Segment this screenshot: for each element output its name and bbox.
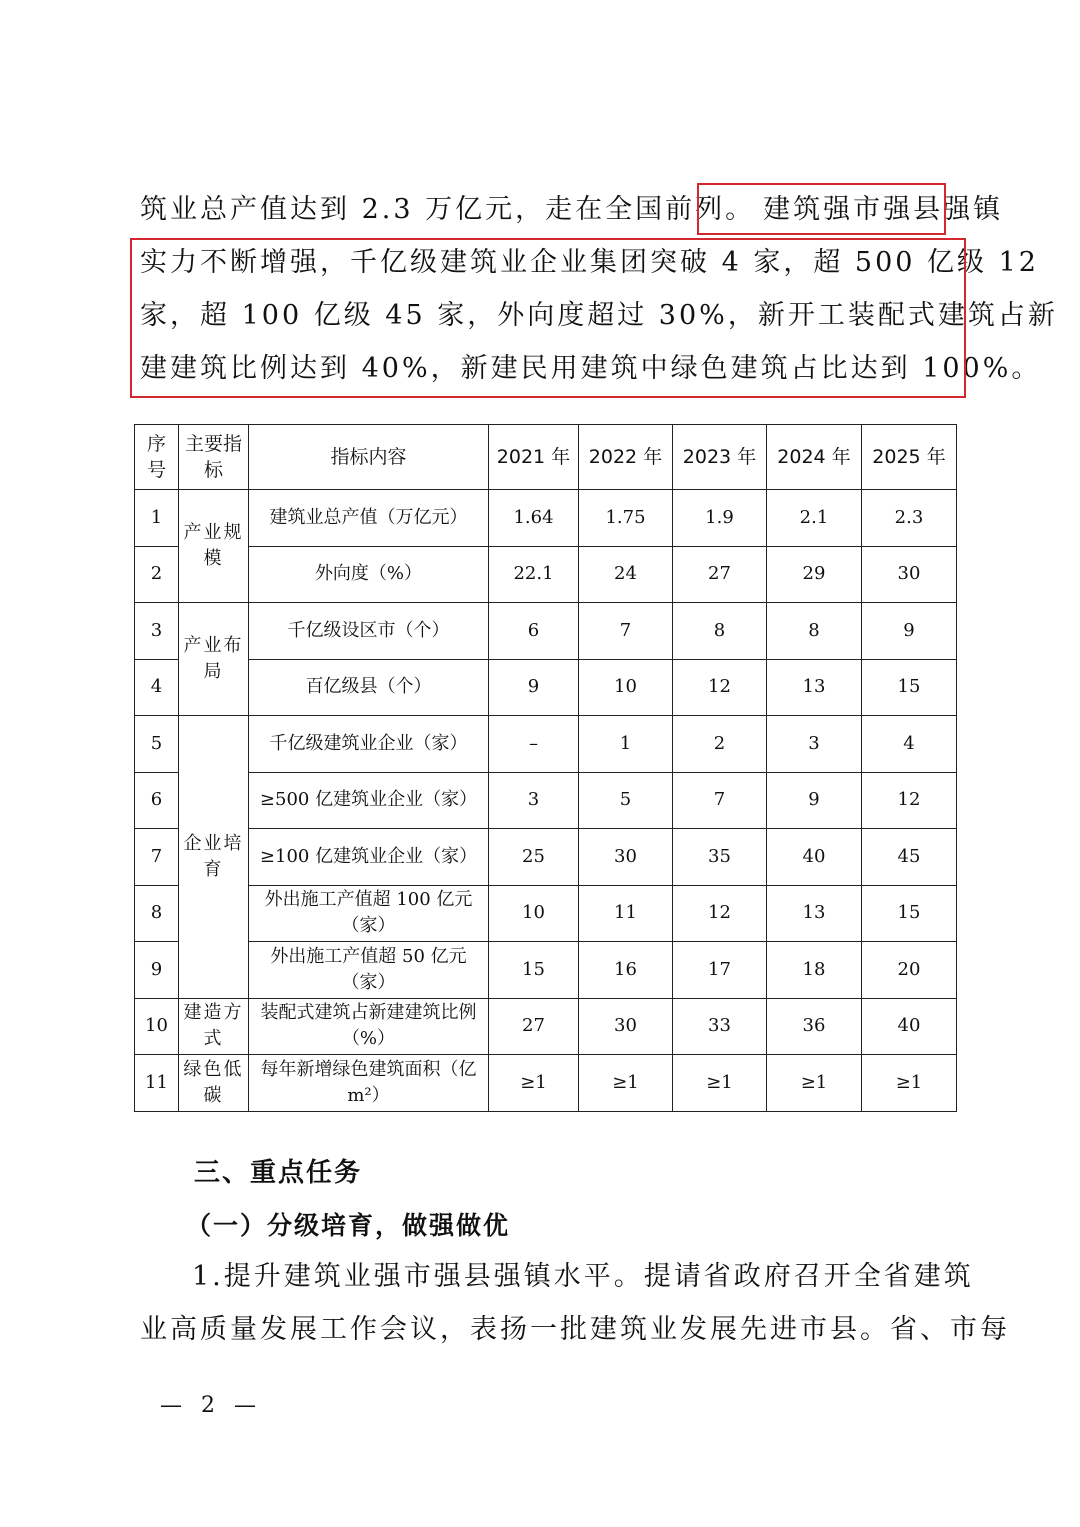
value-2022: 5 <box>579 772 673 829</box>
header-no: 序号 <box>135 425 179 490</box>
value-2023: 7 <box>673 772 767 829</box>
body-line-1: 1.提升建筑业强市强县强镇水平。提请省政府召开全省建筑 <box>192 1261 974 1292</box>
row-no: 5 <box>135 716 179 773</box>
row-no: 3 <box>135 603 179 660</box>
table-header-row <box>135 425 957 490</box>
value-2021: 22.1 <box>489 546 579 603</box>
value-2021: ≥1 <box>489 1055 579 1112</box>
value-2024: 9 <box>767 772 862 829</box>
value-2023: 17 <box>673 942 767 999</box>
value-2025: 15 <box>862 659 957 716</box>
value-2021: 27 <box>489 998 579 1055</box>
value-2022: 10 <box>579 659 673 716</box>
table-row <box>135 772 957 829</box>
body-line-2: 业高质量发展工作会议，表扬一批建筑业发展先进市县。省、市每 <box>140 1314 1010 1345</box>
table-row <box>135 829 957 886</box>
value-2023: 35 <box>673 829 767 886</box>
value-2025: 40 <box>862 998 957 1055</box>
row-content: 外向度（%） <box>249 546 489 603</box>
header-2024: 2024 年 <box>767 425 862 490</box>
value-2021: 1.64 <box>489 490 579 547</box>
value-2023: 33 <box>673 998 767 1055</box>
value-2025: 2.3 <box>862 490 957 547</box>
table-row <box>135 603 957 660</box>
row-no: 6 <box>135 772 179 829</box>
table-row <box>135 885 957 942</box>
row-content: 千亿级设区市（个） <box>249 603 489 660</box>
category-cell: 产业规模 <box>179 490 249 603</box>
indicators-table <box>134 424 957 1112</box>
row-no: 9 <box>135 942 179 999</box>
row-content: 外出施工产值超 100 亿元（家） <box>249 885 489 942</box>
value-2022: 24 <box>579 546 673 603</box>
highlight-box-main <box>130 238 1058 398</box>
section-subheading: （一）分级培育，做强做优 <box>186 1211 511 1240</box>
value-2024: ≥1 <box>767 1055 862 1112</box>
value-2021: 10 <box>489 885 579 942</box>
row-no: 8 <box>135 885 179 942</box>
value-2021: 3 <box>489 772 579 829</box>
value-2023: ≥1 <box>673 1055 767 1112</box>
value-2025: 15 <box>862 885 957 942</box>
value-2023: 8 <box>673 603 767 660</box>
row-no: 4 <box>135 659 179 716</box>
category-cell: 产业布局 <box>179 603 249 716</box>
value-2021: 9 <box>489 659 579 716</box>
header-2021: 2021 年 <box>489 425 579 490</box>
row-no: 7 <box>135 829 179 886</box>
header-2022: 2022 年 <box>579 425 673 490</box>
highlight-box-top <box>697 183 946 235</box>
value-2022: 1.75 <box>579 490 673 547</box>
value-2023: 12 <box>673 885 767 942</box>
value-2025: 4 <box>862 716 957 773</box>
value-2021: 6 <box>489 603 579 660</box>
row-content: ≥500 亿建筑业企业（家） <box>249 772 489 829</box>
value-2021: – <box>489 716 579 773</box>
category-cell: 建造方式 <box>179 998 249 1055</box>
header-content: 指标内容 <box>249 425 489 490</box>
value-2023: 2 <box>673 716 767 773</box>
value-2025: 12 <box>862 772 957 829</box>
highlighted-phrase: 建筑强市强县强镇 <box>763 194 1004 225</box>
value-2024: 18 <box>767 942 862 999</box>
value-2024: 2.1 <box>767 490 862 547</box>
value-2024: 8 <box>767 603 862 660</box>
row-content: 千亿级建筑业企业（家） <box>249 716 489 773</box>
category-cell: 企业培育 <box>179 716 249 999</box>
value-2022: 16 <box>579 942 673 999</box>
page-number: — 2 — <box>160 1393 262 1418</box>
section-heading: 三、重点任务 <box>194 1158 363 1188</box>
row-content: ≥100 亿建筑业企业（家） <box>249 829 489 886</box>
value-2022: ≥1 <box>579 1055 673 1112</box>
value-2023: 1.9 <box>673 490 767 547</box>
paragraph-line-3: 家，超 100 亿级 45 家，外向度超过 30%，新开工装配式建筑占新 <box>140 300 1058 331</box>
row-content: 每年新增绿色建筑面积（亿m²） <box>249 1055 489 1112</box>
row-no: 11 <box>135 1055 179 1112</box>
value-2024: 13 <box>767 885 862 942</box>
row-content: 百亿级县（个） <box>249 659 489 716</box>
header-2023: 2023 年 <box>673 425 767 490</box>
row-content: 外出施工产值超 50 亿元（家） <box>249 942 489 999</box>
header-2025: 2025 年 <box>862 425 957 490</box>
table-row <box>135 546 957 603</box>
value-2024: 3 <box>767 716 862 773</box>
value-2025: 30 <box>862 546 957 603</box>
table-row <box>135 716 957 773</box>
value-2025: 20 <box>862 942 957 999</box>
row-content: 建筑业总产值（万亿元） <box>249 490 489 547</box>
value-2022: 7 <box>579 603 673 660</box>
row-no: 2 <box>135 546 179 603</box>
value-2024: 13 <box>767 659 862 716</box>
header-indicator: 主要指标 <box>179 425 249 490</box>
table-row <box>135 490 957 547</box>
value-2022: 30 <box>579 998 673 1055</box>
table-row <box>135 1055 957 1112</box>
paragraph-line-4: 建建筑比例达到 40%，新建民用建筑中绿色建筑占比达到 100%。 <box>140 353 1042 384</box>
paragraph-line-1-text: 筑业总产值达到 2.3 万亿元，走在全国前列。 <box>140 194 756 225</box>
value-2025: ≥1 <box>862 1055 957 1112</box>
value-2024: 40 <box>767 829 862 886</box>
table-row <box>135 659 957 716</box>
value-2021: 25 <box>489 829 579 886</box>
value-2025: 45 <box>862 829 957 886</box>
value-2025: 9 <box>862 603 957 660</box>
value-2021: 15 <box>489 942 579 999</box>
row-no: 10 <box>135 998 179 1055</box>
value-2024: 36 <box>767 998 862 1055</box>
paragraph-line-2: 实力不断增强，千亿级建筑业企业集团突破 4 家，超 500 亿级 12 <box>140 247 1039 278</box>
value-2024: 29 <box>767 546 862 603</box>
value-2022: 1 <box>579 716 673 773</box>
value-2023: 27 <box>673 546 767 603</box>
table-row <box>135 942 957 999</box>
row-no: 1 <box>135 490 179 547</box>
category-cell: 绿色低碳 <box>179 1055 249 1112</box>
value-2023: 12 <box>673 659 767 716</box>
row-content: 装配式建筑占新建建筑比例（%） <box>249 998 489 1055</box>
value-2022: 30 <box>579 829 673 886</box>
table-row <box>135 998 957 1055</box>
value-2022: 11 <box>579 885 673 942</box>
